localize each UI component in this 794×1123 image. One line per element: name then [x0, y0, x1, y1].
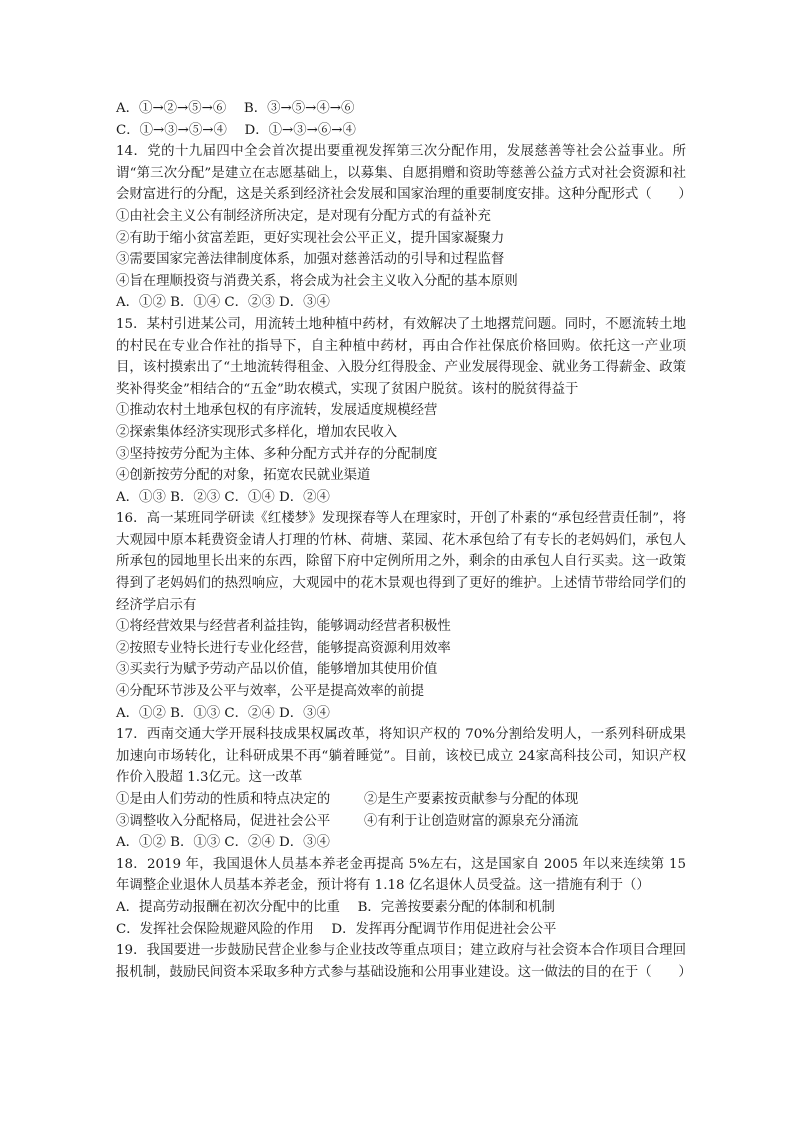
q19-stem: 19．我国要进一步鼓励民营企业参与企业技改等重点项目；建立政府与社会资本合作项目合理回报机制，鼓励民间资本采取多种方式参与基础设施和公用事业建设。这一做法的目的在于（ ）: [116, 943, 692, 980]
q17-item-2: ②是生产要素按贡献参与分配的体现: [364, 792, 579, 807]
q17-items-row-2: [116, 811, 686, 833]
q15-item-3: ③坚持按劳分配为主体、多种分配方式并存的分配制度: [116, 446, 438, 462]
q15-answers: A．①③ B．②③ C．①④ D．②④: [116, 489, 330, 505]
q16-stem: 16．高一某班同学研读《红楼梦》发现探春等人在理家时，开创了朴素的“承包经营责任制”，将大观园中原本耗费资金请人打理的竹林、荷塘、菜园、花木承包给了有专长的老妈妈们，承包人所承包的园地里长出来的东西，除留下府中定例所用之外，剩余的由承包人自行买卖。这一政策得到了老妈妈们的热烈响应，大观园中的花木景观也得到了更好的维护。上述情节带给同学们的经济学启示有: [116, 511, 686, 613]
q14-item-2: ②有助于缩小贫富差距，更好实现社会公平正义，提升国家凝聚力: [116, 230, 505, 246]
q16-answers: A．①② B．①③ C．②④ D．③④: [116, 705, 330, 721]
q16-item-4: ④分配环节涉及公平与效率，公平是提高效率的前提: [116, 684, 424, 700]
q14-answers: A．①② B．①④ C．②③ D．③④: [116, 295, 330, 311]
q17-answers: A．①② B．①③ C．②④ D．③④: [116, 835, 330, 851]
q15-item-4: ④创新按劳分配的对象，拓宽农民就业渠道: [116, 468, 371, 484]
q15-item-1: ①推动农村土地承包权的有序流转，发展适度规模经营: [116, 403, 438, 419]
q14-item-1: ①由社会主义公有制经济所决定，是对现有分配方式的有益补充: [116, 208, 491, 224]
q16-item-1: ①将经营效果与经营者利益挂钩，能够调动经营者积极性: [116, 619, 451, 635]
q16-item-2: ②按照专业特长进行专业化经营，能够提高资源利用效率: [116, 640, 451, 656]
q15-stem: 15．某村引进某公司，用流转土地种植中药材，有效解决了土地撂荒问题。同时，不愿流转土地的村民在专业合作社的指导下，自主种植中药材，再由合作社保底价格回购。依托这一产业项目，该村摸索出了“土地流转得租金、入股分红得股金、产业发展得现金、就业务工得薪金、政策奖补得奖金”相结合的“五金”助农模式，实现了贫困户脱贫。该村的脱贫得益于: [116, 316, 686, 397]
q17-item-1: ①是由人们劳动的性质和特点决定的: [116, 792, 331, 807]
q16-item-3: ③买卖行为赋予劳动产品以价值，能够增加其使用价值: [116, 662, 438, 678]
q13-answers-line2: C．①→③→⑤→④ D．①→③→⑥→④: [116, 122, 356, 138]
q17-item-3: ③调整收入分配格局，促进社会公平: [116, 813, 331, 829]
q17-item-4: ④有利于让创造财富的源泉充分涌流: [364, 813, 579, 829]
q18-options-row-2: C．发挥社会保险规避风险的作用 D．发挥再分配调节作用促进社会公平: [116, 921, 557, 937]
q18-options-row-1: A．提高劳动报酬在初次分配中的比重 B．完善按要素分配的体制和机制: [116, 899, 555, 915]
q13-answers-line1: A．①→②→⑤→⑥ B．③→⑤→④→⑥: [116, 101, 355, 116]
q17-stem: 17．西南交通大学开展科技成果权属改革，将知识产权的 70%分割给发明人，一系列科研成果加速向市场转化，让科研成果不再“躺着睡觉”。目前，该校已成立 24家高科技公司，知识产权作价入股超 1.3亿元。这一改革: [116, 727, 686, 786]
q18-stem: 18．2019 年，我国退休人员基本养老金再提高 5%左右，这是国家自 2005 年以来连续第 15 年调整企业退休人员基本养老金，预计将有 1.18 亿名退休人员受益。这一措施有利于（）: [116, 856, 686, 894]
exam-page: [116, 98, 692, 983]
q14-item-4: ④旨在理顺投资与消费关系，将会成为社会主义收入分配的基本原则: [116, 273, 518, 289]
q17-items-row-1: [116, 789, 686, 811]
q15-item-2: ②探索集体经济实现形式多样化，增加农民收入: [116, 424, 398, 440]
q14-stem: 14．党的十九届四中全会首次提出要重视发挥第三次分配作用，发展慈善等社会公益事业。所谓“第三次分配”是建立在志愿基础上，以募集、自愿捐赠和资助等慈善公益方式对社会资源和社会财富进行的分配，这是关系到经济社会发展和国家治理的重要制度安排。这种分配形式（ ）: [116, 144, 692, 203]
q14-item-3: ③需要国家完善法律制度体系，加强对慈善活动的引导和过程监督: [116, 252, 505, 268]
